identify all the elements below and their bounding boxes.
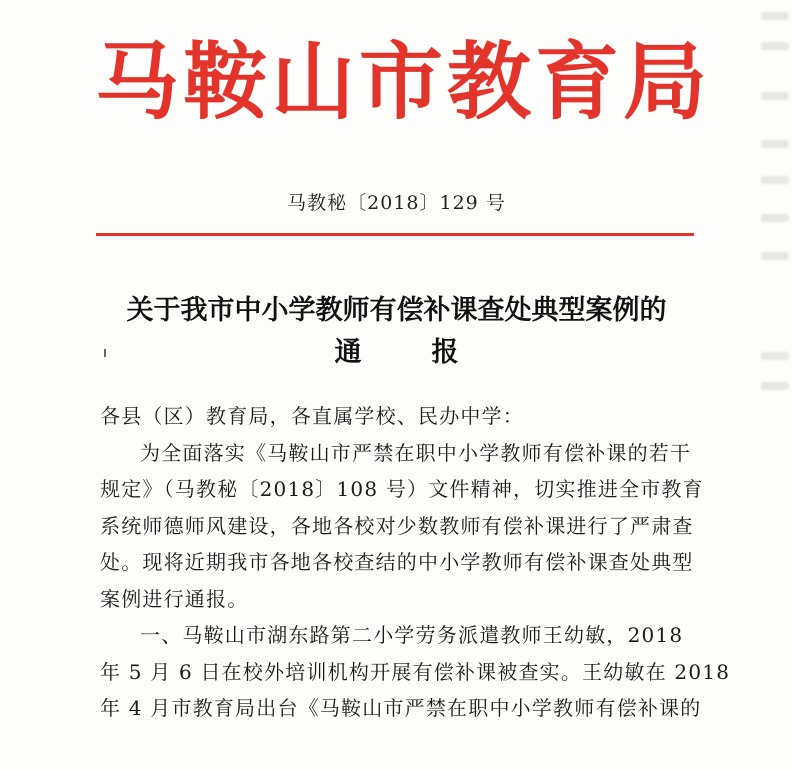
document-number: 马教秘〔2018〕129 号 — [287, 192, 506, 214]
document-body — [100, 398, 731, 727]
notice-title-line-1: 关于我市中小学教师有偿补课查处典型案例的 — [126, 295, 667, 326]
paragraph-1-line: 处。现将近期我市各地各校查结的中小学教师有偿补课查处典型 — [100, 550, 694, 574]
paragraph-2-line: 一、马鞍山市湖东路第二小学劳务派遣教师王幼敏，2018 — [140, 623, 684, 647]
paragraph-1-line: 系统师德师风建设，各地各校对少数教师有偿补课进行了严肃查 — [100, 513, 694, 538]
scan-speck — [104, 349, 106, 357]
paragraph-1 — [100, 435, 704, 618]
paragraph-1-line: 案例进行通报。 — [100, 586, 249, 611]
paragraph-2-line: 年 4 月市教育局出台《马鞍山市严禁在职中小学教师有偿补课的 — [100, 696, 702, 720]
notice-title-line-2: 通报 — [334, 337, 529, 368]
paragraph-2 — [100, 617, 731, 727]
salutation: 各县（区）教育局，各直属学校、民办中学： — [100, 404, 524, 428]
letterhead-title: 马鞍山市教育局 — [95, 33, 712, 131]
paragraph-2-line: 年 5 月 6 日在校外培训机构开展有偿补课被查实。王幼敏在 2018 — [100, 659, 731, 684]
red-divider-line — [96, 233, 694, 236]
paragraph-1-line: 为全面落实《马鞍山市严禁在职中小学教师有偿补课的若干 — [140, 440, 692, 465]
paragraph-1-line: 规定》（马教秘〔2018〕108 号）文件精神，切实推进全市教育 — [100, 477, 704, 501]
